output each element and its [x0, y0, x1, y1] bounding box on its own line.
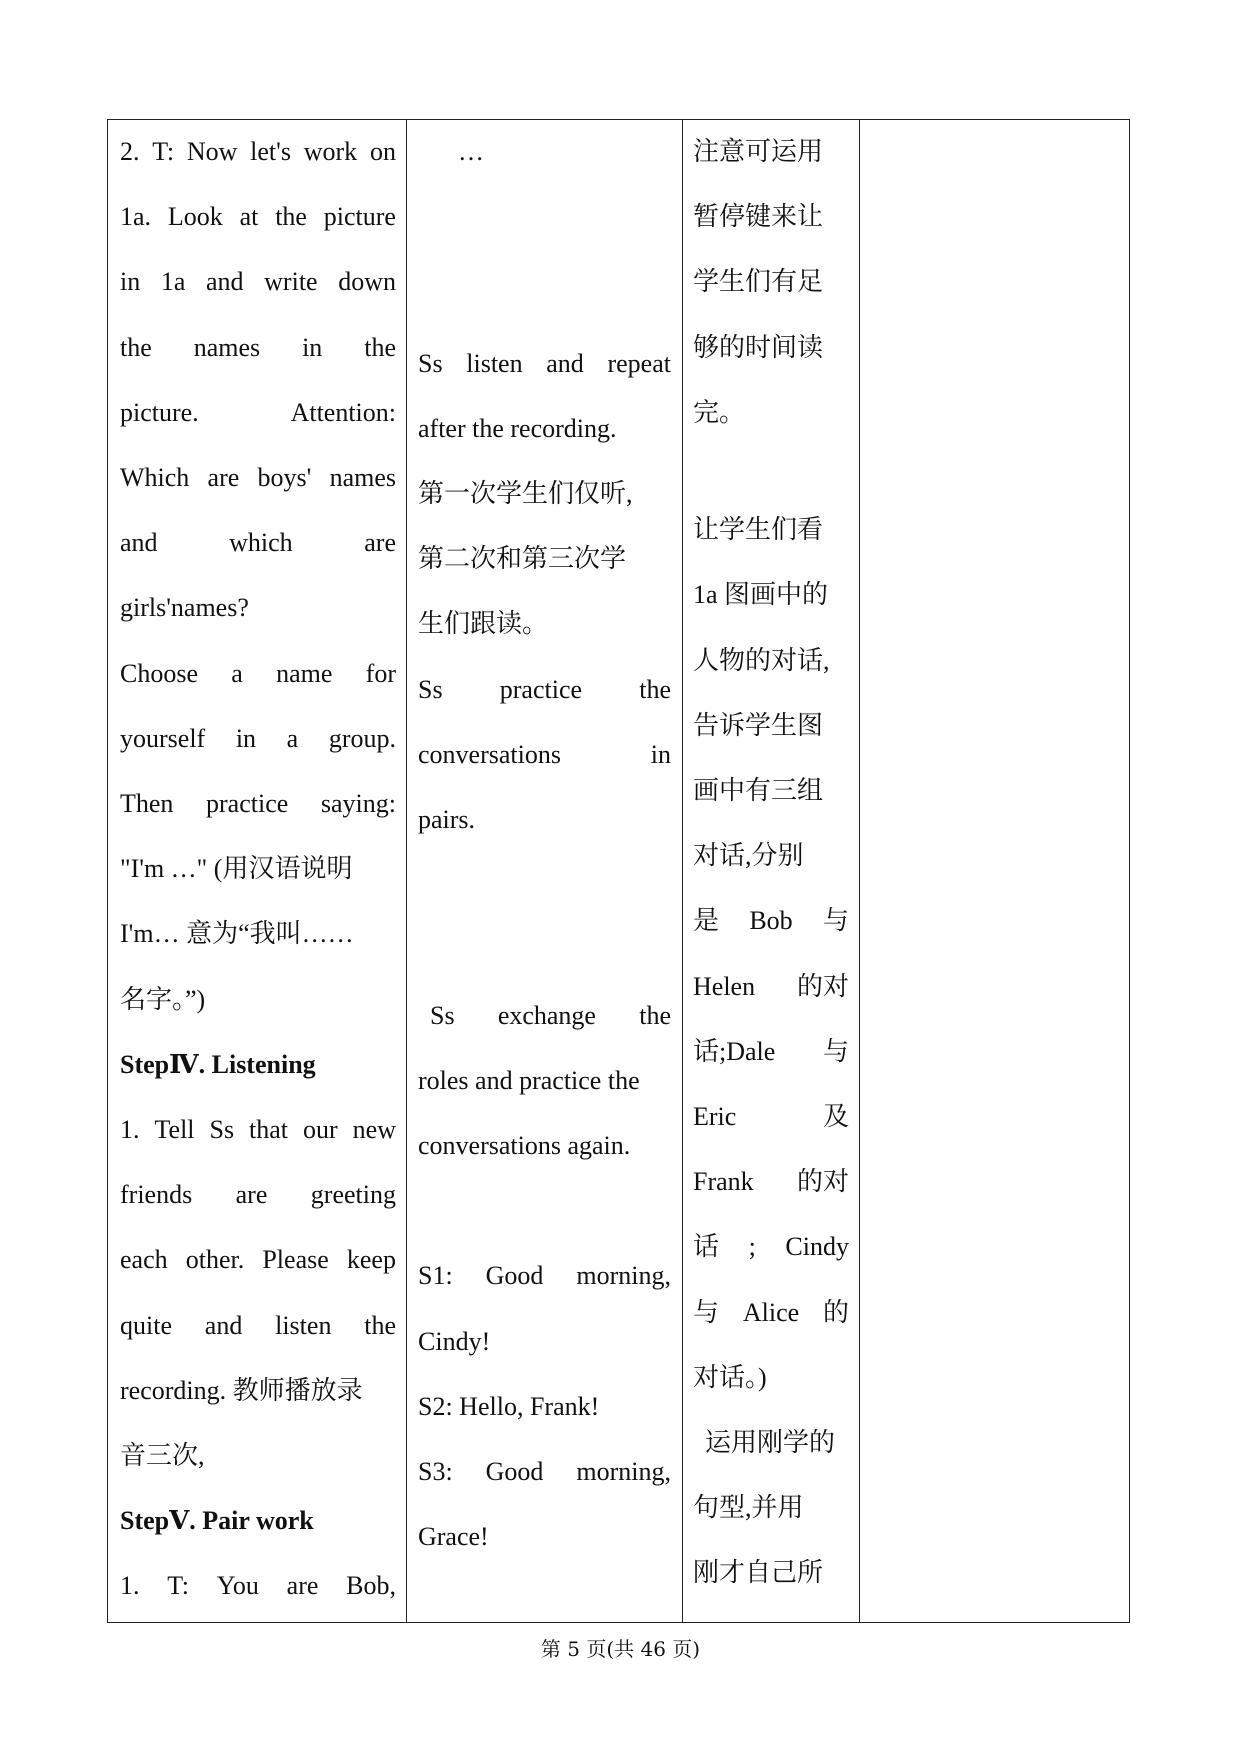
word: Attention:: [290, 397, 396, 427]
text-line: [418, 347, 671, 381]
text-line: [693, 1100, 849, 1134]
text-line: recording. 教师播放录: [120, 1375, 363, 1405]
text-line: 生们跟读。: [418, 609, 549, 639]
page-footer: 第 5 页(共 46 页): [540, 1637, 701, 1661]
word: are: [364, 528, 396, 558]
word: write: [264, 267, 318, 297]
text-line: [693, 1296, 849, 1330]
word: each: [120, 1245, 168, 1275]
text-line: conversations again.: [418, 1131, 631, 1160]
word: Cindy: [785, 1232, 849, 1262]
text-line: [120, 265, 396, 299]
column-divider-3: [859, 120, 860, 1622]
text-line: roles and practice the: [418, 1065, 640, 1095]
word: saying:: [320, 789, 396, 818]
text-line: after the recording.: [418, 413, 617, 443]
word: You: [216, 1571, 259, 1601]
word: picture.: [120, 397, 199, 427]
word: yourself: [120, 723, 206, 753]
text-line: 暂停键来让: [693, 202, 824, 232]
word: names: [329, 463, 396, 492]
word: 1.: [120, 1571, 140, 1601]
word: and: [120, 528, 158, 558]
word: and: [206, 267, 244, 297]
text-line: 告诉学生图: [693, 710, 824, 740]
text-line: 完。: [693, 397, 746, 427]
text-line: 让学生们看: [693, 515, 824, 545]
word: Please: [262, 1245, 329, 1275]
text-line: [120, 1178, 396, 1212]
word: morning,: [576, 1261, 671, 1291]
word: Then: [120, 789, 174, 818]
text-line: [693, 1165, 849, 1199]
word: and: [546, 348, 584, 378]
word: other.: [185, 1245, 245, 1275]
word: quite: [120, 1310, 172, 1340]
word: in: [650, 739, 671, 769]
word: names: [193, 332, 261, 362]
word: conversations: [418, 739, 561, 769]
word: T:: [167, 1571, 190, 1601]
word: Ss: [418, 348, 443, 378]
word: the: [639, 674, 671, 704]
word: 1.: [120, 1115, 140, 1144]
notes-cell: [868, 120, 1123, 1622]
text-line: 第一次学生们仅听,: [418, 479, 633, 508]
word: practice: [499, 674, 583, 704]
word: practice: [206, 789, 289, 818]
word: friends: [120, 1180, 193, 1210]
text-line: S2: Hello, Frank!: [418, 1391, 600, 1421]
text-line: 够的时间读: [693, 332, 824, 362]
text-line: [693, 970, 849, 1004]
text-line: 对话,分别: [693, 841, 804, 871]
lesson-plan-table: [107, 119, 1130, 1623]
column-divider-1: [406, 120, 407, 1622]
text-line: [430, 999, 671, 1033]
word: 是: [693, 906, 720, 936]
word: T:: [152, 137, 175, 166]
word: which: [229, 528, 293, 558]
text-line: 对话。): [693, 1362, 767, 1392]
word: Now: [186, 137, 238, 166]
word: 1a.: [120, 202, 152, 232]
word: 及: [822, 1101, 849, 1131]
text-line: [120, 526, 396, 560]
text-line: [120, 1309, 396, 1343]
text-line: [120, 331, 396, 365]
word: 话;Dale: [693, 1036, 776, 1066]
word: Helen: [693, 971, 756, 1001]
text-line: [418, 673, 671, 707]
word: name: [276, 658, 333, 688]
text-line: 刚才自己所: [693, 1558, 824, 1588]
text-line: [120, 461, 396, 495]
word: Eric: [693, 1101, 737, 1131]
text-line: "I'm …" (用汉语说明: [120, 854, 353, 884]
word: 话: [693, 1232, 720, 1262]
word: 的对: [796, 1167, 849, 1197]
word: in: [120, 267, 141, 297]
word: 的: [822, 1297, 849, 1327]
word: Bob: [749, 906, 793, 936]
word: a: [231, 658, 243, 688]
word: Choose: [120, 658, 198, 688]
word: exchange: [497, 1000, 596, 1030]
word: Alice: [742, 1297, 800, 1327]
word: Ss: [418, 674, 443, 704]
text-line: 注意可运用: [693, 137, 824, 166]
word: for: [365, 658, 396, 688]
text-line: girls'names?: [120, 593, 249, 623]
word: 与: [822, 906, 849, 936]
word: 与: [822, 1036, 849, 1066]
word: and: [204, 1310, 243, 1340]
word: greeting: [310, 1180, 396, 1210]
text-line: 名字。”): [120, 984, 206, 1014]
word: listen: [275, 1310, 332, 1340]
text-line: 学生们有足: [693, 267, 824, 297]
word: Tell: [154, 1115, 195, 1144]
word: a: [286, 723, 299, 753]
word: morning,: [576, 1457, 671, 1486]
word: S3:: [418, 1457, 453, 1486]
ellipsis-text: …: [458, 137, 484, 166]
word: the: [120, 332, 152, 362]
word: Bob,: [346, 1571, 396, 1601]
text-line: [120, 200, 396, 234]
word: at: [239, 202, 259, 232]
word: 的对: [796, 971, 849, 1001]
text-line: 1a 图画中的: [693, 580, 829, 610]
text-line: StepⅣ. Listening: [120, 1049, 316, 1079]
text-line: 音三次,: [120, 1441, 205, 1470]
text-line: Grace!: [418, 1522, 489, 1552]
word: Ss: [430, 1000, 455, 1030]
word: the: [364, 332, 396, 362]
text-line: [418, 738, 671, 772]
word: picture: [323, 202, 396, 232]
text-line: [120, 657, 396, 691]
word: boys': [257, 463, 312, 492]
text-line: Cindy!: [418, 1326, 491, 1356]
teacher-activity-cell: [120, 120, 396, 1622]
word: Which: [120, 463, 190, 492]
text-line: [418, 1455, 671, 1489]
text-line: [693, 1035, 849, 1069]
word: repeat: [607, 348, 671, 378]
design-intent-cell: [693, 120, 849, 1622]
text-line: [693, 1230, 849, 1264]
text-line: [693, 904, 849, 938]
word: are: [235, 1180, 268, 1210]
word: Good: [485, 1457, 544, 1486]
word: Ss: [209, 1115, 235, 1144]
text-line: pairs.: [418, 805, 476, 834]
column-divider-2: [682, 120, 683, 1622]
word: 2.: [120, 137, 140, 166]
word: listen: [466, 348, 523, 378]
word: the: [364, 1310, 396, 1340]
text-line: 运用刚学的: [705, 1427, 836, 1457]
word: are: [286, 1571, 319, 1601]
text-line: [120, 135, 396, 169]
word: are: [207, 463, 240, 492]
text-line: 第二次和第三次学: [418, 544, 627, 574]
text-line: 画中有三组: [693, 775, 824, 805]
text-line: I'm… 意为“我叫……: [120, 919, 354, 949]
word: Frank: [693, 1167, 754, 1197]
word: 1a: [160, 267, 186, 297]
text-line: [120, 1569, 396, 1603]
word: in: [235, 723, 257, 753]
text-line: [120, 1113, 396, 1147]
text-line: [120, 787, 396, 821]
word: new: [352, 1115, 396, 1144]
word: that: [249, 1115, 289, 1144]
word: the: [639, 1000, 671, 1030]
text-line: StepⅤ. Pair work: [120, 1506, 314, 1536]
word: work: [303, 137, 358, 166]
word: in: [302, 332, 323, 362]
word: S1:: [418, 1261, 453, 1291]
word: Look: [167, 202, 223, 232]
word: let's: [250, 137, 291, 166]
word: keep: [346, 1245, 396, 1275]
student-activity-cell: [418, 120, 671, 1622]
text-line: [418, 1259, 671, 1293]
word: on: [369, 137, 396, 166]
word: 与: [693, 1297, 720, 1327]
text-line: [120, 1243, 396, 1277]
word: group.: [328, 723, 396, 753]
text-line: 人物的对话,: [693, 645, 830, 675]
word: Good: [485, 1261, 544, 1291]
word: the: [275, 202, 307, 232]
text-line: [120, 722, 396, 756]
word: down: [338, 267, 396, 297]
text-line: [120, 396, 396, 430]
word: our: [303, 1115, 338, 1144]
word: ;: [748, 1232, 756, 1262]
text-line: 句型,并用: [693, 1493, 804, 1523]
